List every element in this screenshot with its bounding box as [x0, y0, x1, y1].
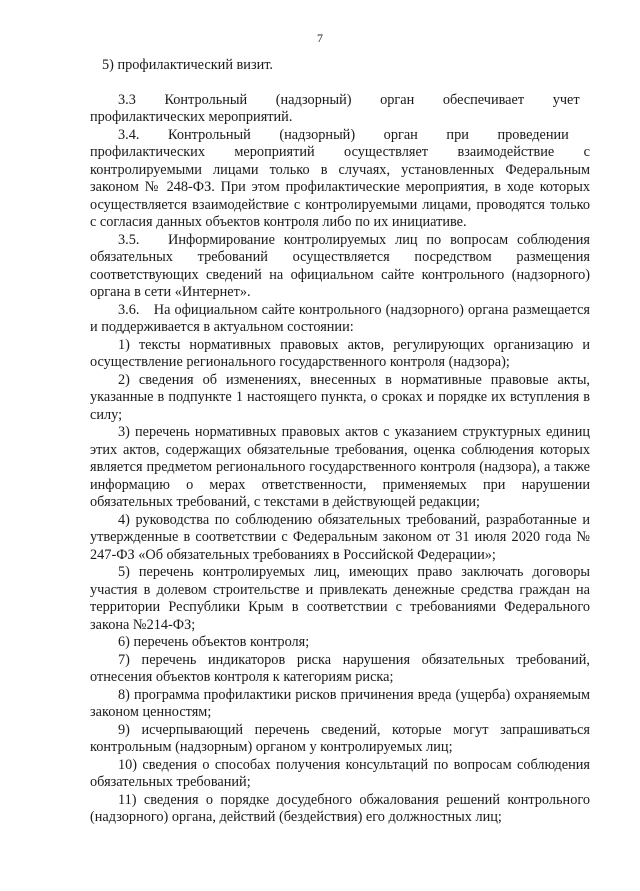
document-body — [90, 57, 590, 827]
list-item-10: 10) сведения о способах получения консультаций по вопросам соблюдения обязательных требований; — [90, 756, 590, 790]
list-item-9: 9) исчерпывающий перечень сведений, которые могут запрашиваться контрольным (надзорным) органом у контролируемых лиц; — [90, 721, 590, 755]
paragraph-3-4: 3.4. Контрольный (надзорный) орган при проведении профилактических мероприятий осуществляет взаимодействие с контролируемыми лицами только в случаях, установленных Федеральным законом № 248-ФЗ. При этом профилактические мероприятия, в ходе которых осуществляется взаимодействие с контролируемыми лицами, проводятся только с согласия данных объектов контроля либо по их инициативе. — [90, 126, 590, 230]
paragraph-3-3: 3.3 Контрольный (надзорный) орган обеспечивает учет профилактических мероприятий. — [90, 91, 580, 125]
list-item-6: 6) перечень объектов контроля; — [118, 634, 310, 650]
list-item-3: 3) перечень нормативных правовых актов с указанием структурных единиц этих актов, содержащих обязательные требования, оценка соблюдения которых является предметом регионального государственного контроля (надзора), а также информацию о мерах ответственности, применяемых при нарушении обязательных требований, с текстами в действующей редакции; — [90, 424, 590, 510]
paragraph-item-5-visit: 5) профилактический визит. — [102, 57, 273, 73]
list-item-5: 5) перечень контролируемых лиц, имеющих право заключать договоры участия в долевом строительстве и привлекать денежные средства граждан на территории Республики Крым в соответствии с требованиями Федерального закона №214-ФЗ; — [90, 564, 590, 633]
paragraph-3-5: 3.5. Информирование контролируемых лиц по вопросам соблюдения обязательных требований осуществляется посредством размещения соответствующих сведений на официальном сайте контрольного (надзорного) органа в сети «Интернет». — [90, 231, 590, 300]
page-number: 7 — [317, 31, 323, 45]
list-item-4: 4) руководства по соблюдению обязательных требований, разработанные и утвержденные в соответствии с Федеральным законом от 31 июля 2020 года № 247-ФЗ «Об обязательных требованиях в Российской Федерации»; — [90, 511, 590, 563]
list-item-2: 2) сведения об изменениях, внесенных в нормативные правовые акты, указанные в подпункте 1 настоящего пункта, о сроках и порядке их вступления в силу; — [90, 371, 590, 423]
list-item-8: 8) программа профилактики рисков причинения вреда (ущерба) охраняемым законом ценностям; — [90, 686, 590, 720]
list-item-11: 11) сведения о порядке досудебного обжалования решений контрольного (надзорного) органа, действий (бездействия) его должностных лиц; — [90, 791, 590, 825]
list-item-7: 7) перечень индикаторов риска нарушения обязательных требований, отнесения объектов контроля к категориям риска; — [90, 651, 590, 685]
list-item-1: 1) тексты нормативных правовых актов, регулирующих организацию и осуществление регионального государственного контроля (надзора); — [90, 336, 590, 370]
paragraph-3-6: 3.6. На официальном сайте контрольного (надзорного) органа размещается и поддерживается в актуальном состоянии: — [90, 301, 590, 335]
